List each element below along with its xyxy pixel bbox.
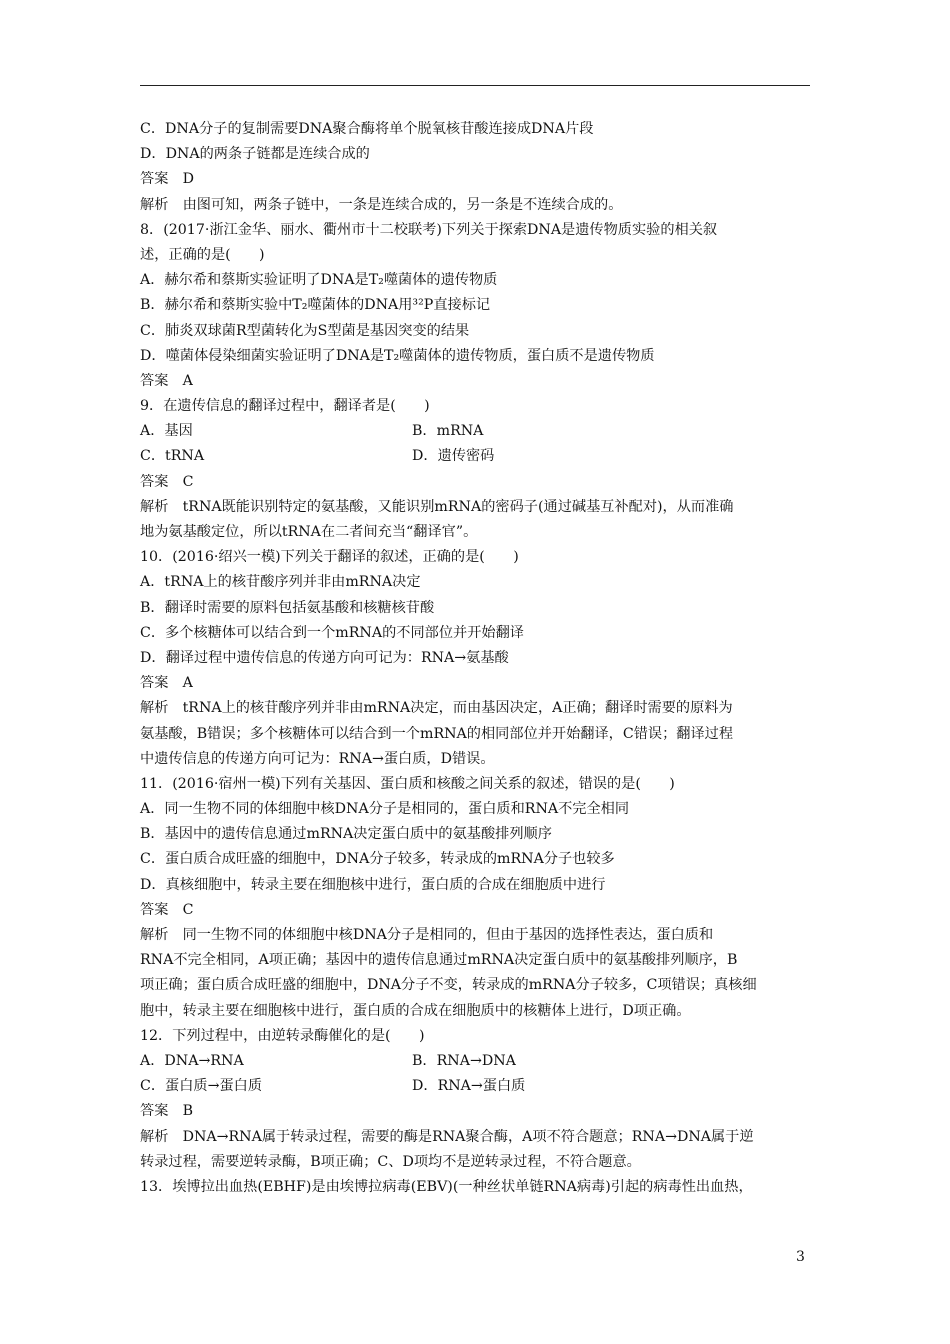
option-line: C．蛋白质合成旺盛的细胞中，DNA分子较多，转录成的mRNA分子也较多 <box>140 851 615 868</box>
explanation-line: 地为氨基酸定位，所以tRNA在二者间充当“翻译官”。 <box>140 524 478 540</box>
question-13-line: 13．埃博拉出血热(EBHF)是由埃博拉病毒(EBV)(一种丝状单链RNA病毒)引起的病毒性出血热， <box>140 1178 753 1195</box>
option-line: C．肺炎双球菌R型菌转化为S型菌是基因突变的结果 <box>140 322 470 339</box>
explanation-line: 解析 tRNA上的核苷酸序列并非由mRNA决定，而由基因决定，A正确；翻译时需要的原料为 <box>140 700 733 717</box>
page-number: 3 <box>796 1249 805 1265</box>
explanation-line: 解析 同一生物不同的体细胞中核DNA分子是相同的，但由于基因的选择性表达，蛋白质和 <box>140 927 714 943</box>
option-d: D．RNA→蛋白质 <box>412 1078 526 1095</box>
option-line: A．赫尔希和蔡斯实验证明了DNA是T₂噬菌体的遗传物质 <box>140 272 498 289</box>
option-line: D．噬菌体侵染细菌实验证明了DNA是T₂噬菌体的遗传物质，蛋白质不是遗传物质 <box>140 347 655 364</box>
page-content <box>140 117 820 1200</box>
question-11-line: 11．(2016·宿州一模)下列有关基因、蛋白质和核酸之间关系的叙述，错误的是( ) <box>140 775 675 792</box>
question-10-line: 10．(2016·绍兴一模)下列关于翻译的叙述，正确的是( ) <box>140 549 519 566</box>
option-line: A．同一生物不同的体细胞中核DNA分子是相同的，蛋白质和RNA不完全相同 <box>140 801 630 818</box>
option-line: B．翻译时需要的原料包括氨基酸和核糖核苷酸 <box>140 599 435 616</box>
answer-line: 答案 A <box>140 675 193 692</box>
explanation-line: 中遗传信息的传递方向可记为：RNA→蛋白质，D错误。 <box>140 750 495 767</box>
option-a: A．DNA→RNA <box>140 1052 244 1069</box>
answer-line: 答案 A <box>140 372 193 389</box>
explanation-line: 解析 DNA→RNA属于转录过程，需要的酶是RNA聚合酶，A项不符合题意；RNA→DNA属于逆 <box>140 1128 754 1145</box>
text-line: D．DNA的两条子链都是连续合成的 <box>140 146 370 163</box>
answer-line: 答案 B <box>140 1103 193 1120</box>
answer-line: 答案 C <box>140 473 194 490</box>
answer-line: 答案 D <box>140 171 194 188</box>
explanation-line: 解析 tRNA既能识别特定的氨基酸，又能识别mRNA的密码子(通过碱基互补配对)，从而准确 <box>140 498 734 515</box>
explanation-line: 转录过程，需要逆转录酶，B项正确；C、D项均不是逆转录过程，不符合题意。 <box>140 1153 641 1170</box>
option-line: D．翻译过程中遗传信息的传递方向可记为：RNA→氨基酸 <box>140 649 509 666</box>
option-c: C．蛋白质→蛋白质 <box>140 1078 263 1095</box>
question-8-line: 8．(2017·浙江金华、丽水、衢州市十二校联考)下列关于探索DNA是遗传物质实验的相关叙 <box>140 221 718 238</box>
option-row <box>140 444 820 469</box>
answer-line: 答案 C <box>140 901 194 918</box>
option-line: B．赫尔希和蔡斯实验中T₂噬菌体的DNA用³²P直接标记 <box>140 297 491 314</box>
option-line: B．基因中的遗传信息通过mRNA决定蛋白质中的氨基酸排列顺序 <box>140 826 552 843</box>
option-row <box>140 1074 820 1099</box>
question-9-line: 9．在遗传信息的翻译过程中，翻译者是( ) <box>140 398 430 415</box>
text-line: C．DNA分子的复制需要DNA聚合酶将单个脱氧核苷酸连接成DNA片段 <box>140 121 594 137</box>
option-c: C．tRNA <box>140 448 205 465</box>
option-b: B．mRNA <box>412 423 484 440</box>
option-a: A．基因 <box>140 423 193 440</box>
explanation-line: 氨基酸，B错误；多个核糖体可以结合到一个mRNA的相同部位并开始翻译，C错误；翻译过程 <box>140 725 734 742</box>
option-row <box>140 419 820 444</box>
option-row <box>140 1049 820 1074</box>
option-b: B．RNA→DNA <box>412 1052 516 1069</box>
explanation-line: 解析 由图可知，两条子链中，一条是连续合成的，另一条是不连续合成的。 <box>140 196 623 213</box>
question-12-line: 12．下列过程中，由逆转录酶催化的是( ) <box>140 1027 425 1044</box>
option-line: C．多个核糖体可以结合到一个mRNA的不同部位并开始翻译 <box>140 624 524 641</box>
header-rule <box>140 85 810 86</box>
explanation-line: 胞中，转录主要在细胞核中进行，蛋白质的合成在细胞质中的核糖体上进行，D项正确。 <box>140 1002 691 1019</box>
option-d: D．遗传密码 <box>412 448 495 465</box>
explanation-line: 项正确；蛋白质合成旺盛的细胞中，DNA分子不变，转录成的mRNA分子较多，C项错误；真核细 <box>140 977 757 994</box>
question-8-line: 述，正确的是( ) <box>140 246 265 263</box>
option-line: A．tRNA上的核苷酸序列并非由mRNA决定 <box>140 574 421 591</box>
option-line: D．真核细胞中，转录主要在细胞核中进行，蛋白质的合成在细胞质中进行 <box>140 876 606 893</box>
explanation-line: RNA不完全相同，A项正确；基因中的遗传信息通过mRNA决定蛋白质中的氨基酸排列顺序，B <box>140 952 738 969</box>
